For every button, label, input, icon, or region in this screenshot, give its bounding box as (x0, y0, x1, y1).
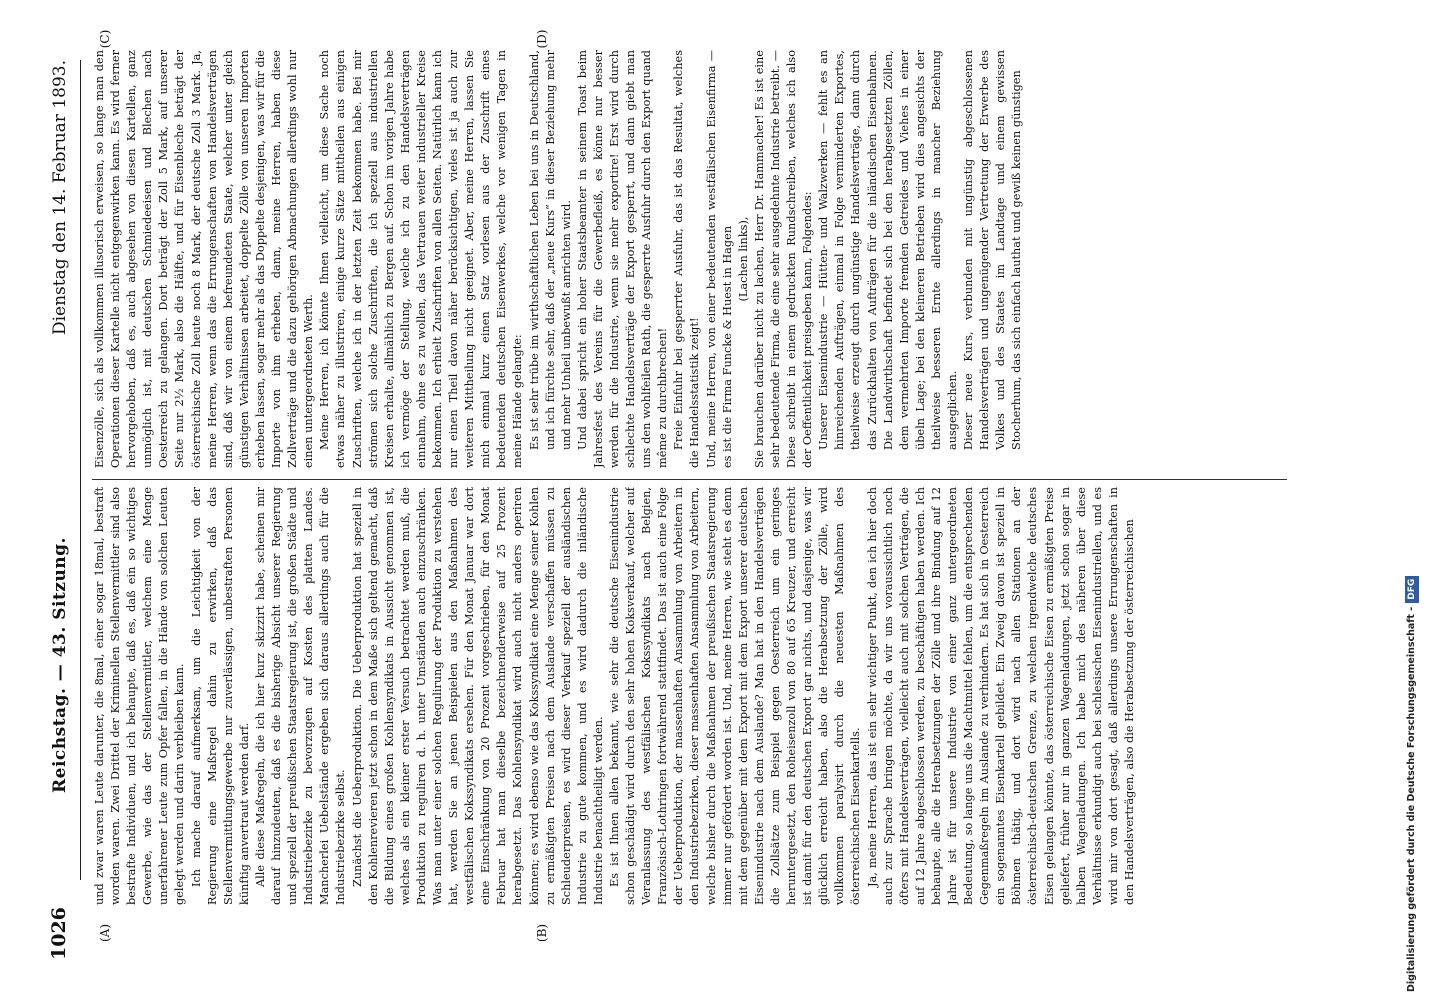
page-number: 1026 (48, 907, 70, 960)
session-title: Reichstag. — 43. Sitzung. (50, 537, 70, 793)
paragraph: (Lachen links), (736, 216, 750, 302)
margin-marker-d: (D) (535, 29, 549, 49)
paragraph: Ich mache darauf aufmerksam, um die Leichtigkeit von der Regierung eine Maßregel dahin zu erwirken, daß das Stellenvermittlungsgewerbe nur zuverlässigen, unbestraften Personen künftig anvertraut werden darf. (189, 487, 251, 905)
paragraph: Es ist sehr trübe im wirthschaftlichen Leben bei uns in Deutschland, und ich fürchte sehr, daß der „neue Kurs“ in dieser Beziehung mehr und mehr Unheil unbewußt anrichten wird. (527, 50, 573, 450)
paragraph: Dieser neue Kurs, verbunden mit ungünstig abgeschlossenen Handelsverträgen und ungenügender Vertretung der Erwerbe des Volkes und des Staates im Landtage und einem gewissen Stocherhum, das sich einfach lauthat und gewiß keinen günstigen (962, 50, 1024, 450)
digitization-note-text (1401, 8, 1423, 992)
margin-marker-b: (B) (535, 923, 549, 943)
session-date: Dienstag den 14. Februar 1893. (50, 60, 70, 336)
paragraph: Meine Herren, ich könnte Ihnen vielleicht, um diese Sache noch etwas näher zu illustriren, einige kurze Sätze mittheilen aus einigen Zuschriften, welche ich in der letzten Zeit bekommen habe. Bei mir strömen sich solche Zuschriften, die ich speziell aus industriellen Kreisen erhalte, allmählich zu Bergen auf. Schon im vorigen Jahre habe ich vermöge der Stellung, welche ich zu den Handelsverträgen einnahm, ohne es zu wollen, das Vertrauen weiter industrieller Kreise bekommen. Ich erhielt Zuschriften von allen Seiten. Natürlich kann ich nur einen Theil davon näher berücksichtigen, vieles ist ja auch zur weiteren Mittheilung nicht geeignet. Aber, meine Herren, lassen Sie mich einmal kurz einen Satz vorlesen aus der Zuschrift eines bedeutenden deutschen Eisenwerkes, welche vor wenigen Tagen in meine Hände gelangte: (318, 50, 525, 468)
paragraph: und zwar waren Leute darunter, die 8mal, einer sogar 18mal, bestraft worden waren. Zwei Drittel der Kriminellen Stellenvermittler sind also bestrafte Individuen, und ich behaupte, daß es, daß ein so wichtiges Gewerbe, wie das der Stellenvermittler, welchem eine Menge unerfahrener Leute zum Opfer fallen, in die Hände von solchen Leuten gelegt werden und darin verbleiben kann. (93, 487, 187, 905)
paragraph: Alle diese Maßregeln, die ich hier kurz skizzirt habe, scheinen mir darauf hinzudeuten, daß es die bisherige Absicht unserer Regierung und speziell der preußischen Staatsregierung ist, die großen Städte und Industriebezirke zu bevorzugen auf Kosten des platten Landes. Mancherlei Uebelstände ergeben sich daraus allerdings auch für die Industriebezirke selbst. (253, 487, 348, 905)
margin-marker-c: (C) (98, 29, 112, 49)
paragraph: Zunächst die Ueberproduktion. Die Ueberproduktion hat speziell in den Kohlenrevieren jetzt schon in dem Maße sich geltend gemacht, daß die Bildung eines großen Kohlensyndikats in Aussicht genommen ist, welches als ein kleiner erster Versuch betrachtet werden muß, die Produktion zu reguliren d. h. unter Umständen auch einzuschränken. Was man unter einer solchen Regulirung der Produktion zu verstehen hat, werden Sie an jenen Beispielen aus den Maßnahmen des westfälischen Kokssyndikats ersehen. Für den Monat Januar war dort eine Einschränkung von 20 Prozent vorgeschrieben, für den Monat Februar hat man dieselbe bezeichnenderweise auf 25 Prozent herabgesetzt. Das Kohlensyndikat wird auch nicht anders operiren können; es wird ebenso wie das Kokssyndikat eine Menge seiner Kohlen zu ermäßigten Preisen nach dem Auslande verschaffen müssen zu Schleuderpreisen, es wird dieser Verkauf speziell der ausländischen Industrie zu gute kommen, und es wird dadurch die inländische Industrie benachtheiligt werden. (350, 487, 605, 905)
header-rule (80, 60, 81, 880)
paragraph: Sie brauchen darüber nicht zu lachen, Herr Dr. Hammacher! Es ist eine sehr bedeutende Firma, die eine sehr ausgedehnte Industrie betreibt. — Diese schreibt in einem gedruckten Rundschreiben, welches ich also der Oeffentlichkeit preisgeben kann, Folgendes: (752, 50, 815, 468)
paragraph: Unserer Eisenindustrie — Hütten- und Walzwerken — fehlt es an hinreichenden Aufträgen, einmal in Folge verminderten Exportes, theilweise erzeugt durch ungünstige Handelsverträge, dann durch das Zurückhalten von Aufträgen für die inländischen Eisenbahnen. Die Landwirthschaft befindet sich bei den herabgesetzten Zöllen, dem vermehrten Importe fremden Getreides und Viehes in einer übeln Lage; bei den kleineren Betrieben wird dies angesichts der theilweise besseren Ernte allerdings in mancher Beziehung ausgeglichen. (817, 50, 959, 450)
digitization-note (1395, 8, 1429, 992)
paragraph: Ja, meine Herren, das ist ein sehr wichtiger Punkt, den ich hier doch auch zur Sprache bringen möchte, da wir uns voraussichtlich noch öfters mit Handelsverträgen, vielleicht auch mit solchen Verträgen, die auf 12 Jahre abgeschlossen werden, zu beschäftigen haben werden. Ich behaupte, alle die Herabsetzungen der Zölle und ihre Bindung auf 12 Jahre ist für unsere Industrie von einer ganz untergeordneten Bedeutung, so lange uns die Machtmittel fehlen, um die entsprechenden Gegenmaßregeln im Auslande zu verhindern. Es hat sich in Oesterreich ein sogenanntes Eisenkartell gebildet. Ein Zweig davon ist speziell in Böhmen thätig, und dort wird nach allen Stationen an der österreichisch-deutschen Grenze, zu welchen irgendwelche deutsches Eisen gelangen könnte, das österreichische Eisen zu ermäßigten Preise geliefert, früher nur in ganzen Wagenladungen, jetzt schon sogar in halben Wagenladungen. Ich habe mich des näheren über diese Verhältnisse erkundigt auch bei schlesischen Eisenindustriellen, und es wird mir von dort gesagt, daß allerdings unsere Errungenschaften in den Handelsverträgen, also die Herabsetzung der österreichischen (865, 487, 1136, 905)
paragraph: Eisenzölle, sich als vollkommen illusorisch erweisen, so lange man den Operationen dieser Kartelle nicht entgegenwirken kann. Es wird ferner hervorgehoben, daß es, auch abgesehen von diesen Kartellen, ganz unmöglich ist, mit deutschen Schmiedeeisen und Blechen nach Oesterreich zu gelangen. Dort beträgt der Zoll 5 Mark, auf unserer Seite nur 2½ Mark, also die Hälfte, und für Eisenbleche beträgt der österreichische Zoll heute noch 8 Mark, der deutsche Zoll 3 Mark. Ja, meine Herren, wenn das die Errungenschaften von Handelsverträgen sind, daß wir von einem befreundeten Staate, welcher unter gleich günstigen Verhältnissen arbeitet, doppelte Zölle von unseren Importen erheben lassen, sogar mehr als das Doppelte desjenigen, was wir für die Importe von ihm erheben, dann, meine Herren, haben diese Zollverträge und die dazu gehörigen Abmachungen allerdings wohl nur einen untergeordneten Werth. (93, 50, 316, 468)
right-column (92, 50, 1292, 468)
paragraph: Freie Einfuhr bei gesperrter Ausfuhr, das ist das Resultat, welches die Handelsstatistik zeigt! (672, 50, 702, 468)
page-header (48, 60, 74, 960)
paragraph: Es ist Ihnen allen bekannt, wie sehr die deutsche Eisenindustrie schon geschädigt wird durch den sehr hohen Koksverkauf, welcher auf Veranlassung des westfälischen Kokssyndikats nach Belgien, Französisch-Lothringen fortwährend stattfindet. Das ist auch eine Folge der Ueberproduktion, der massenhaften Ansammlung von Arbeitern in den Industriebezirken, dieser massenhaften Ansammlung von Arbeitern, welche bisher durch die Maßnahmen der preußischen Staatsregierung immer nur gefördert worden ist. Und, meine Herren, wie steht es denn mit dem gegenüber mit dem Export mit dem Export unserer deutschen Eisenindustrie nach dem Auslande? Man hat in den Handelsverträgen die Zollsätze zum Beispiel gegen Oesterreich um ein geringes heruntergesetzt, den Roheisenzoll von 80 auf 65 Kreuzer, und erreicht ist damit für den deutschen Export gar nichts, und dasjenige, was wir glücklich erreicht haben, also die Herabsetzung der Zölle, wird vollkommen paralysirt durch die neuesten Maßnahmen des österreichischen Eisenkartells. (608, 487, 863, 905)
paragraph: Und, meine Herren, von einer bedeutenden westfälischen Eisenfirma — es ist die Firma Funcke & Huest in Hagen (704, 50, 734, 468)
left-column (92, 487, 1292, 905)
digitization-credit: Digitalisierung gefördert durch die Deutsche Forschungsgemeinschaft - (1406, 606, 1417, 992)
column-divider (92, 479, 1287, 480)
margin-marker-a: (A) (98, 923, 112, 943)
dfg-badge: DFG (1405, 576, 1419, 603)
paragraph: Und dabei spricht ein hoher Staatsbeamter in seinem Toast beim Jahresfest des Vereins für die Gewerbefleiß, es könne nur besser werden für die Industrie, wenn sie mehr exportire! Erst wird durch schlechte Handelsverträge der Export gesperrt, und dann giebt man uns den wohlfeilen Rath, die gesperrte Ausfuhr durch den Export quand même zu durchbrechen! (575, 50, 670, 468)
